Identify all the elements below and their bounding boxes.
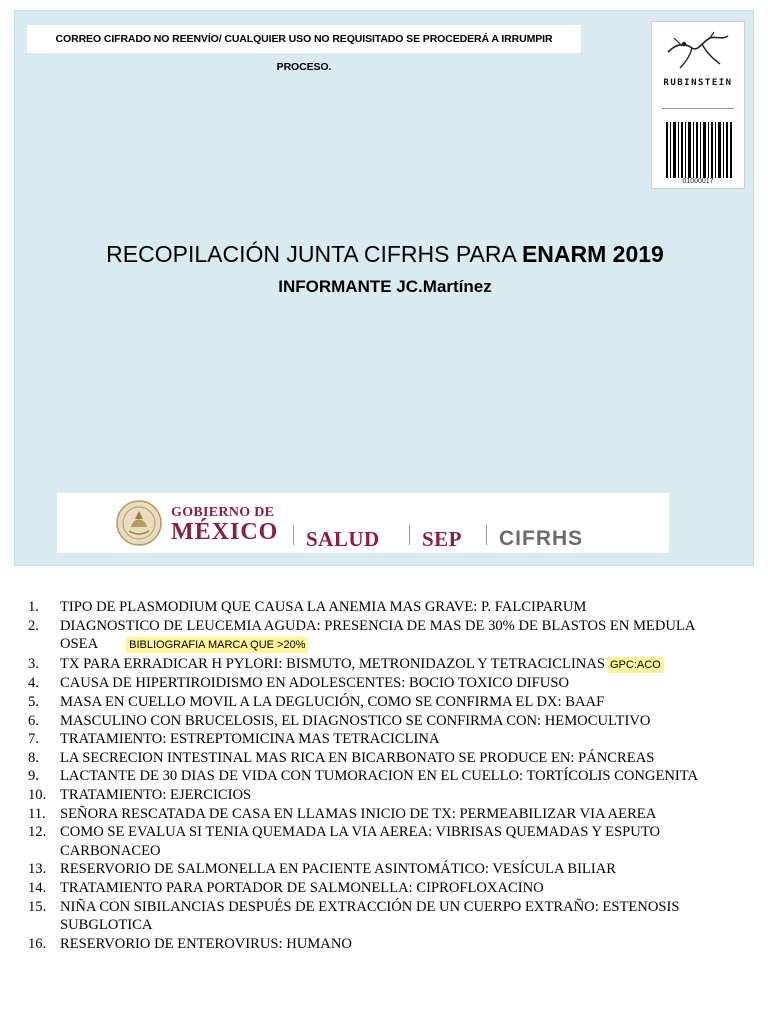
highlight-note: BIBLIOGRAFIA MARCA QUE >20% xyxy=(126,637,308,653)
mexico-label: MÉXICO xyxy=(171,519,279,545)
item-text: RESERVORIO DE ENTEROVIRUS: HUMANO xyxy=(60,935,352,952)
stamp-brand: RUBINSTEIN xyxy=(663,78,733,88)
list-item xyxy=(28,860,744,879)
banner-divider xyxy=(409,525,410,545)
item-text: TIPO DE PLASMODIUM QUE CAUSA LA ANEMIA MAS GRAVE: P. FALCIPARUM xyxy=(60,599,587,615)
cover-panel xyxy=(14,10,754,566)
item-number: 14. xyxy=(28,879,47,896)
highlight-note: GPC:ACO xyxy=(607,657,664,673)
barcode-icon xyxy=(666,122,732,178)
list-item xyxy=(28,767,744,786)
sep-label: SEP xyxy=(422,527,463,551)
item-text: LACTANTE DE 30 DIAS DE VIDA CON TUMORACION EN EL CUELLO: TORTÍCOLIS CONGENITA xyxy=(60,768,699,785)
item-number: 2. xyxy=(28,617,39,634)
list-item xyxy=(28,655,744,675)
item-text: NIÑA CON SIBILANCIAS DESPUÉS DE EXTRACCIÓN DE UN CUERPO EXTRAÑO: ESTENOSIS SUBGLOTICA xyxy=(60,898,680,934)
item-text: CAUSA DE HIPERTIROIDISMO EN ADOLESCENTES: BOCIO TOXICO DIFUSO xyxy=(60,675,569,692)
gobierno-label: GOBIERNO DE xyxy=(171,505,275,520)
item-text: RESERVORIO DE SALMONELLA EN PACIENTE ASINTOMÁTICO: VESÍCULA BILIAR xyxy=(60,861,616,878)
item-number: 13. xyxy=(28,861,47,878)
barcode-number: 01000017 xyxy=(682,178,714,185)
list-item xyxy=(28,879,744,898)
list-item xyxy=(28,749,744,768)
item-text: TRATAMIENTO PARA PORTADOR DE SALMONELLA: CIPROFLOXACINO xyxy=(60,879,544,896)
banner-divider xyxy=(486,525,487,545)
list-item xyxy=(28,617,744,655)
government-banner xyxy=(57,493,669,553)
list-item xyxy=(28,898,744,935)
list-item xyxy=(28,935,744,954)
title-regular: RECOPILACIÓN JUNTA CIFRHS PARA xyxy=(106,241,522,267)
salud-label: SALUD xyxy=(306,527,380,551)
list-item xyxy=(28,823,744,860)
list-item xyxy=(28,730,744,749)
item-number: 10. xyxy=(28,786,47,803)
confidential-notice: CORREO CIFRADO NO REENVÍO/ CUALQUIER USO NO REQUISITADO SE PROCEDERÁ A IRRUMPIR PROCESO. xyxy=(27,25,581,53)
item-text: MASCULINO CON BRUCELOSIS, EL DIAGNOSTICO SE CONFIRMA CON: HEMOCULTIVO xyxy=(60,712,651,729)
cifrhs-label: CIFRHS xyxy=(499,527,584,550)
rubinstein-stamp xyxy=(651,21,745,189)
item-number: 15. xyxy=(28,898,47,915)
item-text: DIAGNOSTICO DE LEUCEMIA AGUDA: PRESENCIA DE MAS DE 30% DE BLASTOS EN MEDULA OSEA xyxy=(60,617,695,653)
item-number: 12. xyxy=(28,824,47,841)
item-text: SEÑORA RESCATADA DE CASA EN LLAMAS INICIO DE TX: PERMEABILIZAR VIA AEREA xyxy=(60,805,657,822)
item-number: 16. xyxy=(28,935,47,952)
item-text: COMO SE EVALUA SI TENIA QUEMADA LA VIA AEREA: VIBRISAS QUEMADAS Y ESPUTO CARBONACEO xyxy=(60,824,661,859)
item-number: 1. xyxy=(28,599,39,615)
item-number: 6. xyxy=(28,712,39,729)
national-seal-icon xyxy=(115,499,163,547)
item-text: TRATAMIENTO: EJERCICIOS xyxy=(60,786,252,803)
item-text: LA SECRECION INTESTINAL MAS RICA EN BICARBONATO SE PRODUCE EN: PÁNCREAS xyxy=(60,749,655,766)
item-text: TRATAMIENTO: ESTREPTOMICINA MAS TETRACICLINA xyxy=(60,731,440,748)
item-number: 3. xyxy=(28,655,39,672)
list-item xyxy=(28,693,744,712)
rubinstein-logo-icon xyxy=(662,30,734,74)
question-list xyxy=(28,598,744,953)
item-number: 5. xyxy=(28,693,39,710)
item-text: MASA EN CUELLO MOVIL A LA DEGLUCIÓN, COMO SE CONFIRMA EL DX: BAAF xyxy=(60,693,605,710)
list-item xyxy=(28,712,744,731)
title-bold: ENARM 2019 xyxy=(521,241,664,267)
list-item xyxy=(28,805,744,824)
list-item xyxy=(28,674,744,693)
item-text: TX PARA ERRADICAR H PYLORI: BISMUTO, METRONIDAZOL Y TETRACICLINAS xyxy=(60,655,605,672)
item-number: 11. xyxy=(28,805,46,822)
banner-divider xyxy=(293,525,294,545)
item-number: 9. xyxy=(28,768,39,785)
item-number: 8. xyxy=(28,749,39,766)
stamp-divider xyxy=(662,108,734,109)
list-item xyxy=(28,786,744,805)
document-subtitle: INFORMANTE JC.Martínez xyxy=(278,277,492,296)
item-number: 4. xyxy=(28,675,39,692)
item-number: 7. xyxy=(28,731,39,748)
list-item xyxy=(28,598,744,617)
document-title xyxy=(15,241,755,268)
